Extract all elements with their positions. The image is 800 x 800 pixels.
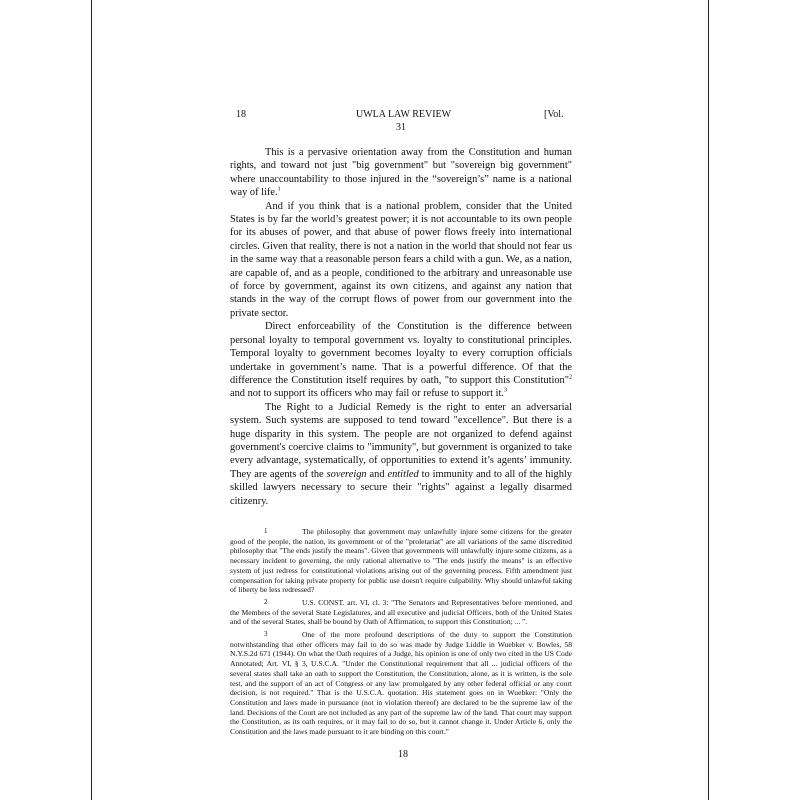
footnote-ref[interactable]: 1 [277, 186, 281, 193]
footnote-number: 2 [264, 597, 268, 606]
footnote [230, 630, 572, 737]
page-footer-number: 18 [398, 749, 408, 760]
footnote-text: U.S. CONST. art. VI, cl. 3: "The Senators and Representatives before mentioned, and the Members of the several State Legislatures, and all executive and judicial Officers, both of the United States and of the several States, shall be bound by Oath of Affirmation, to support this Constitution; ... ". [230, 597, 572, 627]
paragraph: The Right to a Judicial Remedy is the right to enter an adversarial system. Such systems are supposed to tend toward "excellence". But there is a huge disparity in this system. The people are not organized to defend against government's coercive claims to "immunity", but government is organized to take every advantage, systematically, of opportunities to extend it’s agents’ immunity. They are agents of the sovereign and entitled to immunity and to all of the highly skilled lawyers necessary to secure their "rights" against a legally disarmed citizenry. [230, 401, 572, 507]
footnote [230, 598, 572, 627]
footnote-ref[interactable]: 2 [569, 374, 572, 381]
footnote [230, 527, 572, 595]
document-page [91, 0, 709, 800]
body-text [230, 146, 572, 508]
footnote-number: 1 [264, 527, 268, 535]
footnote-text: One of the more profound descriptions of the duty to support the Constitution notwithstanding that other officers may fail to do so was made by Judge Liddle in Wuebker v. Bowles, 58 N.Y.S.2d 671 (1944). On what the Oath requires of a Judge, his opinion is one of only two cited in the US Code Annotated; Art. VI, § 3, U.S.C.A. "Under the Constitutional requirement that all ... judicial officers of the several states shall take an oath to support the Constitution, the Constitution, alone, as it is written, is the sole test, and the support of an act of Congress or any law promulgated by any other federal official or any court decision, is not required." That is the U.S.C.A. quotation. His statement goes on in Wuebker: "Only the Constitution and laws made in pursuance (not in violation thereof) are declared to be the supreme law of the land. Decisions of the Court are not included as any part of the supreme law of the land. That court may support the Constitution, as its oath requires, or it may fail to do so, but it cannot change it. Under Article 6, only the Constitution and the laws made pursuant to it are binding on this court." [230, 630, 572, 737]
paragraph: This is a pervasive orientation away from the Constitution and human rights, and toward not just "big government" but "sovereign big government" where unaccountability to those injured in the “sovereign’s” name is a national way of life.$^1$ [230, 147, 572, 199]
header-volume: [Vol. [544, 109, 564, 120]
footnote-ref[interactable]: 3 [503, 387, 507, 394]
footnotes [230, 527, 572, 740]
header-page-number: 18 [236, 109, 246, 120]
paragraph: Direct enforceability of the Constitution is the difference between personal loyalty to temporal government vs. loyalty to constitutional principles. Temporal loyalty to government becomes loyalty to every corruption officials undertake in government’s name. That is a powerful difference. Of that the difference the Constitution itself requires by oath, "to support this Constitution"$^2$ and not to support its officers who may fail or refuse to support it.$^3$ [230, 321, 572, 400]
header-volume-number: 31 [396, 122, 406, 133]
paragraph: And if you think that is a national problem, consider that the United States is by far the world’s greatest power; it is not accountable to its own people for its abuses of power, and that abuse of power flows freely into international circles. Given that reality, there is not a nation in the world that should not fear us in the same way that a reasonable person fears a child with a gun. We, as a nation, are capable of, and as a people, conditioned to the arbitrary and unreasonable use of force by government, against its own citizens, and against any nation that stands in the way of the corrupt flows of power from our government into the private sector. [230, 200, 572, 319]
footnote-number: 3 [264, 630, 268, 639]
header-journal-title: UWLA LAW REVIEW [356, 109, 452, 120]
footnote-text: The philosophy that government may unlawfully injure some citizens for the greater good of the people, the nation, its government or of the "proletariat" are all variations of the same discredited philosophy that "The ends justify the means". Given that governments will unlawfully injure some citizens, as a necessary incident to governing, the only rational alternative to "The ends justify the means" is an effective system of just redress for constitutional violations arising out of the governing process. Fifth amendment just compensation for taking private property for public use doesn't require culpability. Why should unlawful taking of liberty be less redressed? [230, 527, 572, 595]
